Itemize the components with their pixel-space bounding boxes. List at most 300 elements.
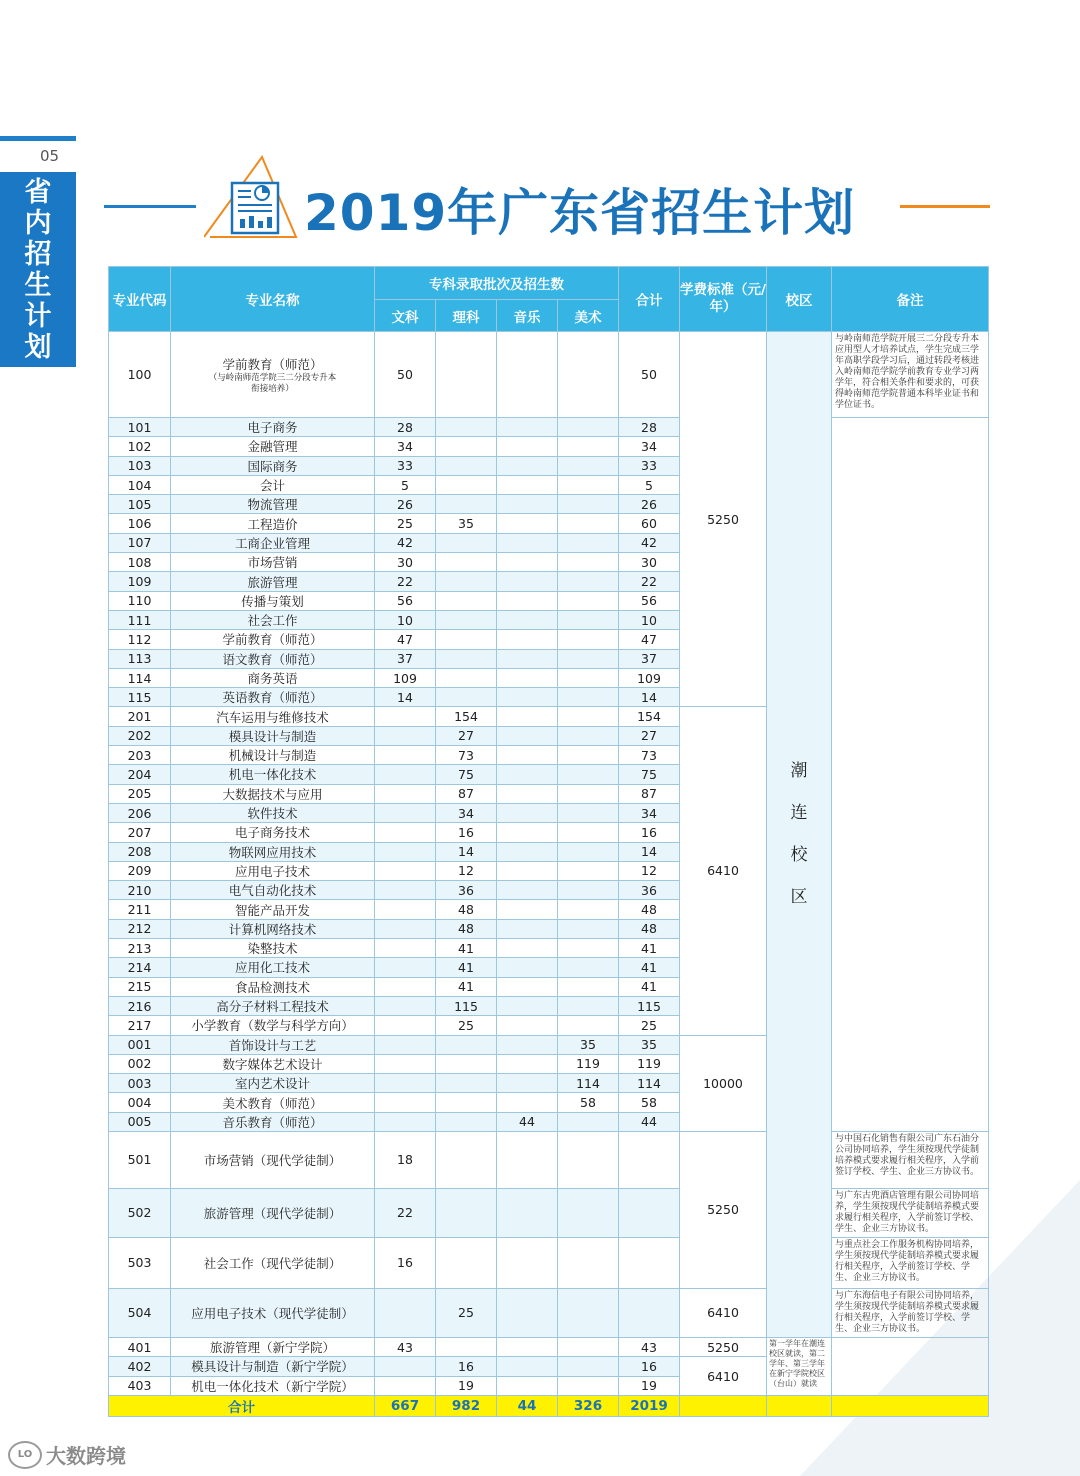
cell-yinyue bbox=[497, 1093, 558, 1112]
cell-total: 19 bbox=[619, 1376, 680, 1395]
cell-code: 109 bbox=[109, 572, 171, 591]
cell-total: 42 bbox=[619, 533, 680, 552]
cell-wenke: 26 bbox=[375, 495, 436, 514]
cell-name-text: 模具设计与制造 bbox=[228, 728, 317, 744]
cell-yinyue bbox=[497, 1376, 558, 1395]
cell-like: 87 bbox=[436, 784, 497, 803]
cell-name-text: 社会工作 bbox=[247, 613, 298, 629]
cell-name bbox=[171, 418, 375, 437]
cell-name-text: 社会工作（现代学徒制） bbox=[203, 1255, 342, 1271]
cell-name-subtext: （与岭南师范学院三二分段专升本衔接培养） bbox=[208, 372, 337, 394]
cell-name-text: 小学教育（数学与科学方向） bbox=[191, 1018, 354, 1034]
cell-code: 002 bbox=[109, 1054, 171, 1073]
cell-meishu bbox=[558, 1131, 619, 1188]
cell-like bbox=[436, 437, 497, 456]
cell-name-text: 应用电子技术 bbox=[234, 863, 310, 879]
cell-name bbox=[171, 668, 375, 687]
cell-like bbox=[436, 688, 497, 707]
cell-name bbox=[171, 803, 375, 822]
side-tab-char: 划 bbox=[24, 331, 52, 363]
cell-name bbox=[171, 1188, 375, 1237]
cell-note: 与广东海信电子有限公司协同培养，学生须按现代学徒制培养模式要求履行相关程序，入学前签订学校、学生、企业三方协议书。 bbox=[832, 1288, 989, 1337]
cell-name bbox=[171, 332, 375, 418]
cell-total: 41 bbox=[619, 977, 680, 996]
cell-name bbox=[171, 649, 375, 668]
cell-meishu bbox=[558, 881, 619, 900]
cell-like bbox=[436, 1237, 497, 1288]
cell-yinyue bbox=[497, 1016, 558, 1035]
cell-yinyue bbox=[497, 456, 558, 475]
cell-wenke bbox=[375, 1288, 436, 1337]
cell-wenke bbox=[375, 861, 436, 880]
cell-like: 25 bbox=[436, 1288, 497, 1337]
cell-name-text: 首饰设计与工艺 bbox=[228, 1037, 317, 1053]
cell-name bbox=[171, 514, 375, 533]
cell-name-text: 旅游管理（现代学徒制） bbox=[203, 1205, 342, 1221]
cell-yinyue bbox=[497, 765, 558, 784]
cell-meishu bbox=[558, 533, 619, 552]
cell-total: 35 bbox=[619, 1035, 680, 1054]
side-accent-line bbox=[0, 136, 76, 141]
cell-code: 108 bbox=[109, 553, 171, 572]
cell-code: 213 bbox=[109, 939, 171, 958]
cell-total: 14 bbox=[619, 842, 680, 861]
cell-total bbox=[619, 1237, 680, 1288]
cell-meishu bbox=[558, 1376, 619, 1395]
cell-code: 403 bbox=[109, 1376, 171, 1395]
cell-yinyue bbox=[497, 630, 558, 649]
cell-yinyue bbox=[497, 842, 558, 861]
cell-yinyue bbox=[497, 437, 558, 456]
cell-code: 001 bbox=[109, 1035, 171, 1054]
cell-wenke: 5 bbox=[375, 475, 436, 494]
cell-campus bbox=[767, 332, 832, 1338]
cell-meishu bbox=[558, 514, 619, 533]
cell-name bbox=[171, 533, 375, 552]
cell-wenke bbox=[375, 823, 436, 842]
cell-wenke bbox=[375, 1093, 436, 1112]
cell-wenke bbox=[375, 1357, 436, 1376]
cell-name bbox=[171, 1237, 375, 1288]
cell-total: 119 bbox=[619, 1054, 680, 1073]
cell-meishu bbox=[558, 977, 619, 996]
cell-fee: 6410 bbox=[680, 1288, 767, 1337]
cell-name-text: 学前教育（师范） bbox=[222, 356, 323, 372]
cell-total: 26 bbox=[619, 495, 680, 514]
cell-code: 203 bbox=[109, 746, 171, 765]
header-code: 专业代码 bbox=[109, 267, 171, 332]
cell-name bbox=[171, 1074, 375, 1093]
cell-name-text: 室内艺术设计 bbox=[234, 1076, 310, 1092]
cell-name-text: 英语教育（师范） bbox=[222, 690, 323, 706]
cell-yinyue bbox=[497, 649, 558, 668]
cell-code: 215 bbox=[109, 977, 171, 996]
cell-yinyue bbox=[497, 533, 558, 552]
cell-name-text: 物流管理 bbox=[247, 497, 298, 513]
cell-name-text: 市场营销（现代学徒制） bbox=[203, 1152, 342, 1168]
cell-meishu: 35 bbox=[558, 1035, 619, 1054]
cell-yinyue bbox=[497, 610, 558, 629]
cell-total: 16 bbox=[619, 1357, 680, 1376]
cell-wenke: 109 bbox=[375, 668, 436, 687]
cell-like bbox=[436, 630, 497, 649]
cell-meishu bbox=[558, 823, 619, 842]
table-row bbox=[109, 332, 989, 418]
cell-name bbox=[171, 939, 375, 958]
cell-wenke: 28 bbox=[375, 418, 436, 437]
cell-name bbox=[171, 1337, 375, 1356]
cell-wenke: 25 bbox=[375, 514, 436, 533]
table-row bbox=[109, 418, 989, 437]
cell-name-text: 应用化工技术 bbox=[234, 960, 310, 976]
cell-total: 50 bbox=[619, 332, 680, 418]
cell-code: 104 bbox=[109, 475, 171, 494]
cell-meishu bbox=[558, 861, 619, 880]
title-area bbox=[104, 155, 990, 255]
cell-meishu bbox=[558, 939, 619, 958]
cell-meishu bbox=[558, 1337, 619, 1356]
cell-name bbox=[171, 977, 375, 996]
cell-wenke: 16 bbox=[375, 1237, 436, 1288]
cell-total: 48 bbox=[619, 900, 680, 919]
cell-like bbox=[436, 1131, 497, 1188]
cell-meishu: 119 bbox=[558, 1054, 619, 1073]
cell-name bbox=[171, 1131, 375, 1188]
cell-total: 48 bbox=[619, 919, 680, 938]
cell-yinyue bbox=[497, 900, 558, 919]
cell-name-text: 应用电子技术（现代学徒制） bbox=[191, 1305, 354, 1321]
cell-total: 73 bbox=[619, 746, 680, 765]
cell-meishu bbox=[558, 958, 619, 977]
header-total: 合计 bbox=[619, 267, 680, 332]
cell-yinyue bbox=[497, 1357, 558, 1376]
cell-total: 37 bbox=[619, 649, 680, 668]
cell-total: 47 bbox=[619, 630, 680, 649]
cell-code: 114 bbox=[109, 668, 171, 687]
cell-meishu bbox=[558, 332, 619, 418]
cell-name bbox=[171, 437, 375, 456]
cell-like bbox=[436, 418, 497, 437]
cell-like bbox=[436, 591, 497, 610]
cell-name bbox=[171, 746, 375, 765]
cell-code: 209 bbox=[109, 861, 171, 880]
cell-wenke: 18 bbox=[375, 1131, 436, 1188]
cell-wenke bbox=[375, 977, 436, 996]
cell-like bbox=[436, 553, 497, 572]
cell-yinyue bbox=[497, 939, 558, 958]
cell-like: 16 bbox=[436, 823, 497, 842]
cell-name-text: 电子商务技术 bbox=[234, 825, 310, 841]
cell-meishu: 114 bbox=[558, 1074, 619, 1093]
cell-total: 44 bbox=[619, 1112, 680, 1131]
cell-yinyue bbox=[497, 418, 558, 437]
total-campus-empty bbox=[767, 1395, 832, 1416]
table-row bbox=[109, 1237, 989, 1288]
cell-meishu bbox=[558, 707, 619, 726]
cell-code: 005 bbox=[109, 1112, 171, 1131]
cell-name-text: 语文教育（师范） bbox=[222, 651, 323, 667]
watermark bbox=[8, 1440, 126, 1469]
cell-name bbox=[171, 1376, 375, 1395]
cell-name bbox=[171, 1288, 375, 1337]
header-name: 专业名称 bbox=[171, 267, 375, 332]
cell-code: 214 bbox=[109, 958, 171, 977]
cell-name bbox=[171, 495, 375, 514]
total-like: 982 bbox=[436, 1395, 497, 1416]
cell-total: 41 bbox=[619, 958, 680, 977]
header-note: 备注 bbox=[832, 267, 989, 332]
cell-meishu bbox=[558, 784, 619, 803]
cell-name-text: 计算机网络技术 bbox=[228, 921, 317, 937]
cell-yinyue bbox=[497, 977, 558, 996]
cell-name bbox=[171, 726, 375, 745]
cell-like bbox=[436, 1074, 497, 1093]
cell-code: 205 bbox=[109, 784, 171, 803]
cell-yinyue bbox=[497, 688, 558, 707]
cell-name-text: 物联网应用技术 bbox=[228, 844, 317, 860]
header-batch-group: 专科录取批次及招生数 bbox=[375, 267, 619, 300]
cell-yinyue: 44 bbox=[497, 1112, 558, 1131]
cell-meishu bbox=[558, 456, 619, 475]
cell-total: 12 bbox=[619, 861, 680, 880]
cell-wenke bbox=[375, 1016, 436, 1035]
cell-wenke bbox=[375, 784, 436, 803]
cell-code: 207 bbox=[109, 823, 171, 842]
cell-like: 41 bbox=[436, 977, 497, 996]
cell-total: 10 bbox=[619, 610, 680, 629]
cell-total: 5 bbox=[619, 475, 680, 494]
cell-like bbox=[436, 1054, 497, 1073]
cell-total: 41 bbox=[619, 939, 680, 958]
cell-yinyue bbox=[497, 1288, 558, 1337]
cell-name bbox=[171, 707, 375, 726]
cell-name bbox=[171, 842, 375, 861]
cell-name-text: 学前教育（师范） bbox=[222, 632, 323, 648]
header-yinyue: 音乐 bbox=[497, 300, 558, 332]
cell-wenke: 14 bbox=[375, 688, 436, 707]
cell-name bbox=[171, 475, 375, 494]
cell-name-text: 音乐教育（师范） bbox=[222, 1114, 323, 1130]
cell-yinyue bbox=[497, 919, 558, 938]
cell-total bbox=[619, 1131, 680, 1188]
cell-like bbox=[436, 649, 497, 668]
cell-name-text: 工程造价 bbox=[247, 516, 298, 532]
cell-code: 112 bbox=[109, 630, 171, 649]
total-total: 2019 bbox=[619, 1395, 680, 1416]
side-tab-char: 内 bbox=[24, 207, 52, 239]
total-row bbox=[109, 1395, 989, 1416]
cell-like: 34 bbox=[436, 803, 497, 822]
side-tab-char: 计 bbox=[24, 300, 52, 332]
cell-like bbox=[436, 572, 497, 591]
cell-like: 75 bbox=[436, 765, 497, 784]
cell-wenke bbox=[375, 707, 436, 726]
cell-yinyue bbox=[497, 726, 558, 745]
cell-code: 110 bbox=[109, 591, 171, 610]
total-fee-empty bbox=[680, 1395, 767, 1416]
cell-yinyue bbox=[497, 495, 558, 514]
header-fee: 学费标准（元/年） bbox=[680, 267, 767, 332]
cell-meishu bbox=[558, 1237, 619, 1288]
cell-meishu bbox=[558, 610, 619, 629]
cell-like bbox=[436, 475, 497, 494]
cell-name bbox=[171, 823, 375, 842]
cell-meishu: 58 bbox=[558, 1093, 619, 1112]
cell-total: 27 bbox=[619, 726, 680, 745]
cell-code: 208 bbox=[109, 842, 171, 861]
cell-fee: 5250 bbox=[680, 1337, 767, 1356]
cell-total: 43 bbox=[619, 1337, 680, 1356]
cell-wenke: 56 bbox=[375, 591, 436, 610]
cell-name-text: 金融管理 bbox=[247, 439, 298, 455]
cell-wenke bbox=[375, 1035, 436, 1054]
side-tab-char: 省 bbox=[24, 176, 52, 208]
cell-meishu bbox=[558, 1357, 619, 1376]
cell-campus-note: 第一学年在潮连校区就读，第二学年、第三学年在新宁学院校区（台山）就读 bbox=[767, 1337, 832, 1395]
cell-wenke bbox=[375, 958, 436, 977]
cell-wenke bbox=[375, 919, 436, 938]
page-number: 05 bbox=[40, 147, 60, 165]
cell-total: 114 bbox=[619, 1074, 680, 1093]
cell-meishu bbox=[558, 418, 619, 437]
cell-name bbox=[171, 996, 375, 1015]
cell-total: 56 bbox=[619, 591, 680, 610]
cell-code: 217 bbox=[109, 1016, 171, 1035]
cell-meishu bbox=[558, 475, 619, 494]
cell-code: 502 bbox=[109, 1188, 171, 1237]
cell-total: 109 bbox=[619, 668, 680, 687]
cell-name-text: 旅游管理（新宁学院） bbox=[209, 1340, 335, 1356]
cell-code: 201 bbox=[109, 707, 171, 726]
cell-name-text: 国际商务 bbox=[247, 458, 298, 474]
side-tab-char: 生 bbox=[24, 269, 52, 301]
side-tab-char: 招 bbox=[24, 238, 52, 270]
cell-total: 34 bbox=[619, 437, 680, 456]
cell-wenke: 30 bbox=[375, 553, 436, 572]
cell-meishu bbox=[558, 1112, 619, 1131]
cell-code: 501 bbox=[109, 1131, 171, 1188]
header-meishu: 美术 bbox=[558, 300, 619, 332]
cell-total: 60 bbox=[619, 514, 680, 533]
cell-yinyue bbox=[497, 746, 558, 765]
total-note-empty bbox=[832, 1395, 989, 1416]
total-label: 合计 bbox=[109, 1395, 375, 1416]
cell-code: 103 bbox=[109, 456, 171, 475]
cell-name bbox=[171, 881, 375, 900]
cell-yinyue bbox=[497, 1188, 558, 1237]
cell-yinyue bbox=[497, 591, 558, 610]
cell-code: 113 bbox=[109, 649, 171, 668]
cell-meishu bbox=[558, 1188, 619, 1237]
cell-name-text: 数字媒体艺术设计 bbox=[222, 1056, 323, 1072]
cell-like: 27 bbox=[436, 726, 497, 745]
cell-yinyue bbox=[497, 784, 558, 803]
cell-like bbox=[436, 1035, 497, 1054]
cell-like bbox=[436, 533, 497, 552]
cell-name bbox=[171, 900, 375, 919]
watermark-text: 大数跨境 bbox=[46, 1444, 126, 1468]
cell-code: 204 bbox=[109, 765, 171, 784]
cell-yinyue bbox=[497, 1074, 558, 1093]
cell-name bbox=[171, 1016, 375, 1035]
cell-yinyue bbox=[497, 332, 558, 418]
cell-total: 28 bbox=[619, 418, 680, 437]
cell-meishu bbox=[558, 668, 619, 687]
cell-like bbox=[436, 495, 497, 514]
cell-total: 58 bbox=[619, 1093, 680, 1112]
cell-name-text: 电子商务 bbox=[247, 420, 298, 436]
cell-name-text: 高分子材料工程技术 bbox=[216, 999, 329, 1015]
cell-wenke bbox=[375, 726, 436, 745]
cell-name-text: 染整技术 bbox=[247, 941, 298, 957]
header-campus: 校区 bbox=[767, 267, 832, 332]
cell-meishu bbox=[558, 649, 619, 668]
cell-name bbox=[171, 1035, 375, 1054]
watermark-logo-icon: LO bbox=[8, 1441, 42, 1469]
campus-char: 连 bbox=[790, 803, 808, 824]
cell-name-text: 电气自动化技术 bbox=[228, 883, 317, 899]
cell-yinyue bbox=[497, 514, 558, 533]
table-row bbox=[109, 1188, 989, 1237]
cell-yinyue bbox=[497, 1054, 558, 1073]
title-line-left bbox=[104, 205, 196, 208]
cell-meishu bbox=[558, 996, 619, 1015]
cell-code: 115 bbox=[109, 688, 171, 707]
cell-name bbox=[171, 630, 375, 649]
total-yinyue: 44 bbox=[497, 1395, 558, 1416]
cell-wenke bbox=[375, 900, 436, 919]
cell-code: 212 bbox=[109, 919, 171, 938]
cell-total: 30 bbox=[619, 553, 680, 572]
cell-code: 210 bbox=[109, 881, 171, 900]
header-wenke: 文科 bbox=[375, 300, 436, 332]
cell-name-text: 模具设计与制造（新宁学院） bbox=[191, 1359, 354, 1375]
cell-total: 36 bbox=[619, 881, 680, 900]
cell-meishu bbox=[558, 919, 619, 938]
cell-code: 105 bbox=[109, 495, 171, 514]
cell-wenke bbox=[375, 842, 436, 861]
cell-wenke bbox=[375, 1376, 436, 1395]
cell-note: 与广东古兜酒店管理有限公司协同培养，学生须按现代学徒制培养模式要求履行相关程序，入学前签订学校、学生、企业三方协议书。 bbox=[832, 1188, 989, 1237]
campus-char: 区 bbox=[790, 887, 808, 908]
cell-code: 211 bbox=[109, 900, 171, 919]
cell-wenke bbox=[375, 939, 436, 958]
cell-note: 与中国石化销售有限公司广东石油分公司协同培养，学生须按现代学徒制培养模式要求履行相关程序，入学前签订学校、学生、企业三方协议书。 bbox=[832, 1131, 989, 1188]
cell-note-empty bbox=[832, 418, 989, 1132]
cell-name bbox=[171, 958, 375, 977]
cell-name-text: 传播与策划 bbox=[241, 593, 304, 609]
cell-wenke: 43 bbox=[375, 1337, 436, 1356]
cell-like: 14 bbox=[436, 842, 497, 861]
cell-wenke bbox=[375, 881, 436, 900]
cell-meishu bbox=[558, 1016, 619, 1035]
cell-meishu bbox=[558, 572, 619, 591]
cell-total: 87 bbox=[619, 784, 680, 803]
cell-meishu bbox=[558, 803, 619, 822]
cell-name-text: 机电一体化技术 bbox=[228, 767, 317, 783]
total-meishu: 326 bbox=[558, 1395, 619, 1416]
cell-wenke bbox=[375, 765, 436, 784]
cell-code: 206 bbox=[109, 803, 171, 822]
cell-yinyue bbox=[497, 861, 558, 880]
cell-yinyue bbox=[497, 996, 558, 1015]
side-section-tab bbox=[0, 172, 76, 367]
campus-char: 潮 bbox=[790, 761, 808, 782]
cell-code: 216 bbox=[109, 996, 171, 1015]
cell-name bbox=[171, 591, 375, 610]
cell-like: 25 bbox=[436, 1016, 497, 1035]
cell-meishu bbox=[558, 495, 619, 514]
